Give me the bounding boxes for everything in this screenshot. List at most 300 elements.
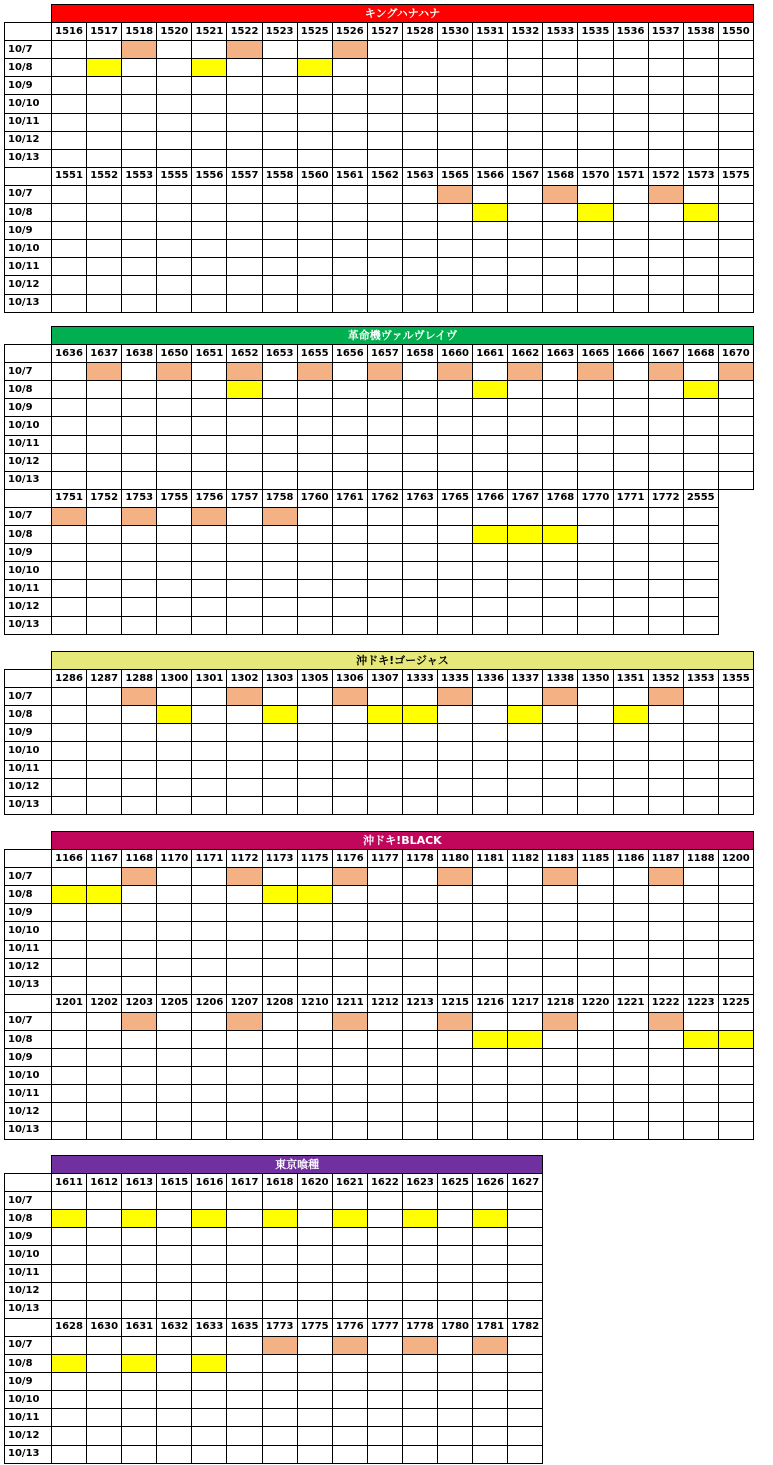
data-cell: [648, 544, 683, 562]
data-cell: [648, 222, 683, 240]
machine-number: 1335: [438, 670, 473, 688]
data-cell: [332, 1031, 367, 1049]
data-cell: [87, 435, 122, 453]
data-cell: [613, 940, 648, 958]
data-cell: [157, 1355, 192, 1373]
machine-number: 1352: [648, 670, 683, 688]
data-cell: [438, 526, 473, 544]
data-cell: [122, 580, 157, 598]
data-cell: [262, 222, 297, 240]
data-cell: [332, 940, 367, 958]
data-cell: [192, 724, 227, 742]
data-cell: [473, 940, 508, 958]
data-cell: [157, 796, 192, 814]
machine-number: 1561: [332, 167, 367, 185]
data-cell: [508, 204, 543, 222]
corner-cell: [5, 5, 52, 23]
data-cell: [52, 1228, 87, 1246]
machine-number: 1305: [297, 670, 332, 688]
data-cell: [718, 204, 753, 222]
machine-number: 1175: [297, 850, 332, 868]
data-cell: [122, 598, 157, 616]
data-cell: [122, 922, 157, 940]
data-cell: [543, 1121, 578, 1139]
data-cell-orange: [718, 363, 753, 381]
data-cell: [297, 940, 332, 958]
data-cell: [192, 1373, 227, 1391]
data-cell: [367, 796, 402, 814]
machine-number: 1565: [438, 167, 473, 185]
data-cell: [332, 294, 367, 312]
data-cell: [297, 113, 332, 131]
data-cell: [52, 1264, 87, 1282]
date-label: 10/10: [5, 417, 52, 435]
date-label: 10/9: [5, 77, 52, 95]
date-row: [5, 381, 754, 399]
machine-number: 1758: [262, 489, 297, 507]
data-cell: [367, 1103, 402, 1121]
date-row: [5, 1103, 754, 1121]
data-cell: [402, 1103, 437, 1121]
data-cell: [367, 471, 402, 489]
data-cell: [367, 562, 402, 580]
data-cell: [683, 616, 718, 634]
data-cell: [157, 1300, 192, 1318]
data-cell: [192, 258, 227, 276]
data-cell: [543, 958, 578, 976]
date-row: [5, 1445, 543, 1463]
data-cell-yellow: [52, 1210, 87, 1228]
data-cell: [262, 185, 297, 203]
data-cell: [87, 381, 122, 399]
data-cell: [227, 453, 262, 471]
data-cell: [683, 95, 718, 113]
machine-number: 1611: [52, 1174, 87, 1192]
data-cell: [438, 1210, 473, 1228]
data-cell: [332, 95, 367, 113]
data-cell: [52, 904, 87, 922]
data-cell: [367, 1085, 402, 1103]
data-cell: [402, 1067, 437, 1085]
data-cell: [122, 1031, 157, 1049]
data-cell: [683, 922, 718, 940]
data-cell: [262, 1373, 297, 1391]
data-cell: [297, 77, 332, 95]
data-cell: [578, 544, 613, 562]
data-cell: [262, 1228, 297, 1246]
data-cell: [402, 1427, 437, 1445]
data-cell: [402, 1085, 437, 1103]
data-cell: [52, 258, 87, 276]
data-cell: [508, 1409, 543, 1427]
machine-number: 1221: [613, 994, 648, 1012]
data-cell: [332, 381, 367, 399]
data-cell: [87, 1355, 122, 1373]
data-cell: [367, 1391, 402, 1409]
data-cell: [192, 562, 227, 580]
data-cell-yellow: [578, 204, 613, 222]
data-cell: [192, 940, 227, 958]
data-cell: [543, 294, 578, 312]
data-cell: [122, 526, 157, 544]
data-cell: [438, 1409, 473, 1427]
data-cell: [508, 1192, 543, 1210]
data-cell: [473, 453, 508, 471]
data-cell: [157, 868, 192, 886]
data-cell: [52, 1246, 87, 1264]
machine-header-row: [5, 23, 754, 41]
data-cell: [367, 204, 402, 222]
date-row: [5, 204, 754, 222]
data-cell: [438, 562, 473, 580]
data-cell: [157, 958, 192, 976]
data-cell: [262, 778, 297, 796]
data-cell: [508, 1427, 543, 1445]
machine-number: 1336: [473, 670, 508, 688]
data-cell: [508, 958, 543, 976]
data-cell: [262, 904, 297, 922]
data-cell: [508, 1445, 543, 1463]
data-cell: [683, 796, 718, 814]
machine-number: 1210: [297, 994, 332, 1012]
data-cell: [683, 580, 718, 598]
data-cell: [192, 222, 227, 240]
date-row: [5, 149, 754, 167]
machine-number: 1570: [578, 167, 613, 185]
data-cell: [648, 381, 683, 399]
data-cell: [438, 435, 473, 453]
data-cell-orange: [543, 868, 578, 886]
data-cell: [192, 41, 227, 59]
data-cell: [192, 1031, 227, 1049]
data-cell: [367, 1012, 402, 1030]
data-cell: [332, 113, 367, 131]
data-cell: [157, 1085, 192, 1103]
data-cell: [227, 113, 262, 131]
data-cell: [192, 1246, 227, 1264]
data-cell: [508, 742, 543, 760]
data-cell: [438, 1282, 473, 1300]
machine-number: 1658: [402, 345, 437, 363]
machine-number: 1302: [227, 670, 262, 688]
data-cell: [508, 435, 543, 453]
data-cell: [367, 41, 402, 59]
data-cell: [297, 1228, 332, 1246]
data-cell: [332, 276, 367, 294]
machine-number: 1768: [543, 489, 578, 507]
data-cell: [332, 616, 367, 634]
data-cell: [87, 526, 122, 544]
data-cell: [473, 1282, 508, 1300]
data-cell: [508, 59, 543, 77]
data-cell: [157, 1264, 192, 1282]
data-cell: [438, 1300, 473, 1318]
data-cell: [122, 258, 157, 276]
data-cell: [613, 204, 648, 222]
data-cell: [718, 258, 753, 276]
data-cell: [227, 1049, 262, 1067]
data-cell: [543, 976, 578, 994]
data-cell: [683, 149, 718, 167]
data-cell: [438, 453, 473, 471]
section-table-okidoki-black: [4, 831, 754, 1140]
machine-number: 1306: [332, 670, 367, 688]
machine-number: 1556: [192, 167, 227, 185]
date-row: [5, 363, 754, 381]
data-cell: [367, 77, 402, 95]
data-cell: [543, 240, 578, 258]
data-cell: [122, 1049, 157, 1067]
data-cell-orange: [262, 1336, 297, 1354]
data-cell: [613, 59, 648, 77]
machine-number: 1353: [683, 670, 718, 688]
machine-number: 1666: [613, 345, 648, 363]
data-cell: [683, 1067, 718, 1085]
data-cell: [402, 294, 437, 312]
data-cell-orange: [332, 1336, 367, 1354]
data-cell: [192, 1445, 227, 1463]
data-cell: [227, 778, 262, 796]
machine-number: 1555: [157, 167, 192, 185]
data-cell: [402, 616, 437, 634]
data-cell: [508, 417, 543, 435]
machine-number: 1651: [192, 345, 227, 363]
data-cell: [613, 580, 648, 598]
empty-cell: [718, 526, 753, 544]
data-cell: [367, 258, 402, 276]
data-cell: [87, 778, 122, 796]
data-cell: [52, 113, 87, 131]
data-cell: [122, 435, 157, 453]
data-cell: [578, 526, 613, 544]
empty-cell: [718, 616, 753, 634]
date-row: [5, 1210, 543, 1228]
data-cell: [192, 1012, 227, 1030]
data-cell: [508, 1012, 543, 1030]
data-cell: [613, 363, 648, 381]
data-cell: [578, 976, 613, 994]
data-cell: [613, 904, 648, 922]
data-cell: [613, 1067, 648, 1085]
data-cell-orange: [227, 688, 262, 706]
data-cell: [473, 185, 508, 203]
data-cell: [508, 471, 543, 489]
data-cell: [402, 742, 437, 760]
data-cell: [578, 886, 613, 904]
date-row: [5, 131, 754, 149]
data-cell: [52, 796, 87, 814]
date-row: [5, 1427, 543, 1445]
date-row: [5, 778, 754, 796]
date-label: 10/13: [5, 471, 52, 489]
data-cell: [122, 940, 157, 958]
data-cell-orange: [438, 363, 473, 381]
data-cell: [227, 796, 262, 814]
data-cell: [578, 399, 613, 417]
data-cell: [227, 1246, 262, 1264]
data-cell: [332, 1445, 367, 1463]
data-cell: [192, 1049, 227, 1067]
date-row: [5, 59, 754, 77]
data-cell: [648, 760, 683, 778]
date-label: 10/7: [5, 688, 52, 706]
data-cell: [508, 796, 543, 814]
data-cell-orange: [508, 363, 543, 381]
data-cell: [192, 976, 227, 994]
data-cell: [402, 958, 437, 976]
date-label: 10/11: [5, 760, 52, 778]
date-row: [5, 1373, 543, 1391]
data-cell: [227, 1336, 262, 1354]
data-cell: [332, 435, 367, 453]
data-cell: [508, 688, 543, 706]
data-cell: [332, 1300, 367, 1318]
data-cell: [402, 544, 437, 562]
date-label: 10/12: [5, 778, 52, 796]
data-cell: [297, 149, 332, 167]
machine-number: 1188: [683, 850, 718, 868]
data-cell: [122, 417, 157, 435]
data-cell: [402, 562, 437, 580]
data-cell: [402, 417, 437, 435]
data-cell-orange: [122, 1012, 157, 1030]
data-cell: [367, 1264, 402, 1282]
data-cell: [192, 1300, 227, 1318]
date-label: 10/11: [5, 258, 52, 276]
data-cell-yellow: [508, 1031, 543, 1049]
data-cell: [157, 41, 192, 59]
data-cell: [122, 1067, 157, 1085]
data-cell: [262, 1085, 297, 1103]
machine-number: 1166: [52, 850, 87, 868]
data-cell: [718, 868, 753, 886]
data-cell: [332, 598, 367, 616]
data-cell: [473, 222, 508, 240]
data-cell: [438, 1246, 473, 1264]
machine-number: 1573: [683, 167, 718, 185]
data-cell: [367, 976, 402, 994]
data-cell: [438, 1192, 473, 1210]
data-cell: [297, 1445, 332, 1463]
data-cell: [297, 240, 332, 258]
data-cell-yellow: [262, 886, 297, 904]
data-cell: [438, 598, 473, 616]
data-cell: [578, 1103, 613, 1121]
data-cell: [473, 958, 508, 976]
data-cell: [543, 778, 578, 796]
data-cell: [122, 185, 157, 203]
data-cell: [122, 544, 157, 562]
data-cell: [122, 222, 157, 240]
data-cell: [227, 1264, 262, 1282]
data-cell: [87, 904, 122, 922]
data-cell: [52, 131, 87, 149]
data-cell: [578, 724, 613, 742]
data-cell: [332, 258, 367, 276]
machine-number: 1762: [367, 489, 402, 507]
machine-number: 1656: [332, 345, 367, 363]
machine-number: 1626: [473, 1174, 508, 1192]
data-cell: [543, 616, 578, 634]
data-cell: [227, 294, 262, 312]
data-cell: [87, 185, 122, 203]
data-cell: [473, 258, 508, 276]
data-cell: [648, 706, 683, 724]
data-cell-orange: [52, 507, 87, 525]
date-label: 10/9: [5, 399, 52, 417]
data-cell: [157, 204, 192, 222]
machine-number: 1660: [438, 345, 473, 363]
data-cell: [52, 1300, 87, 1318]
data-cell: [438, 544, 473, 562]
data-cell: [683, 294, 718, 312]
machine-number: 1776: [332, 1318, 367, 1336]
data-cell: [52, 417, 87, 435]
data-cell: [262, 742, 297, 760]
title-row: [5, 1156, 543, 1174]
data-cell: [87, 1336, 122, 1354]
data-cell: [508, 1228, 543, 1246]
section-title: 東京喰種: [52, 1156, 543, 1174]
data-cell: [122, 1192, 157, 1210]
data-cell: [122, 276, 157, 294]
data-cell: [122, 77, 157, 95]
data-cell: [297, 562, 332, 580]
data-cell: [87, 760, 122, 778]
data-cell: [648, 59, 683, 77]
data-cell: [262, 363, 297, 381]
data-cell: [473, 544, 508, 562]
date-label: 10/12: [5, 453, 52, 471]
empty-cell: [718, 580, 753, 598]
data-cell: [297, 222, 332, 240]
data-cell: [683, 471, 718, 489]
data-cell: [332, 59, 367, 77]
title-row: [5, 652, 754, 670]
data-cell-yellow: [473, 204, 508, 222]
date-label: 10/8: [5, 1355, 52, 1373]
data-cell: [87, 1210, 122, 1228]
data-cell: [87, 417, 122, 435]
data-cell-yellow: [543, 526, 578, 544]
data-cell: [648, 417, 683, 435]
data-cell: [367, 1445, 402, 1463]
machine-number: 1203: [122, 994, 157, 1012]
corner-cell: [5, 832, 52, 850]
data-cell: [297, 258, 332, 276]
machine-number: 1763: [402, 489, 437, 507]
data-cell: [683, 507, 718, 525]
machine-number: 1767: [508, 489, 543, 507]
data-cell: [508, 562, 543, 580]
data-cell: [648, 958, 683, 976]
data-cell: [438, 131, 473, 149]
date-label: 10/7: [5, 41, 52, 59]
data-cell: [718, 77, 753, 95]
data-cell: [87, 258, 122, 276]
data-cell: [683, 904, 718, 922]
data-cell: [227, 258, 262, 276]
data-cell-orange: [438, 688, 473, 706]
machine-number: 1178: [402, 850, 437, 868]
data-cell: [122, 59, 157, 77]
data-cell: [227, 276, 262, 294]
data-cell: [367, 417, 402, 435]
data-cell: [332, 471, 367, 489]
data-cell: [648, 976, 683, 994]
empty-cell: [718, 544, 753, 562]
data-cell: [262, 149, 297, 167]
